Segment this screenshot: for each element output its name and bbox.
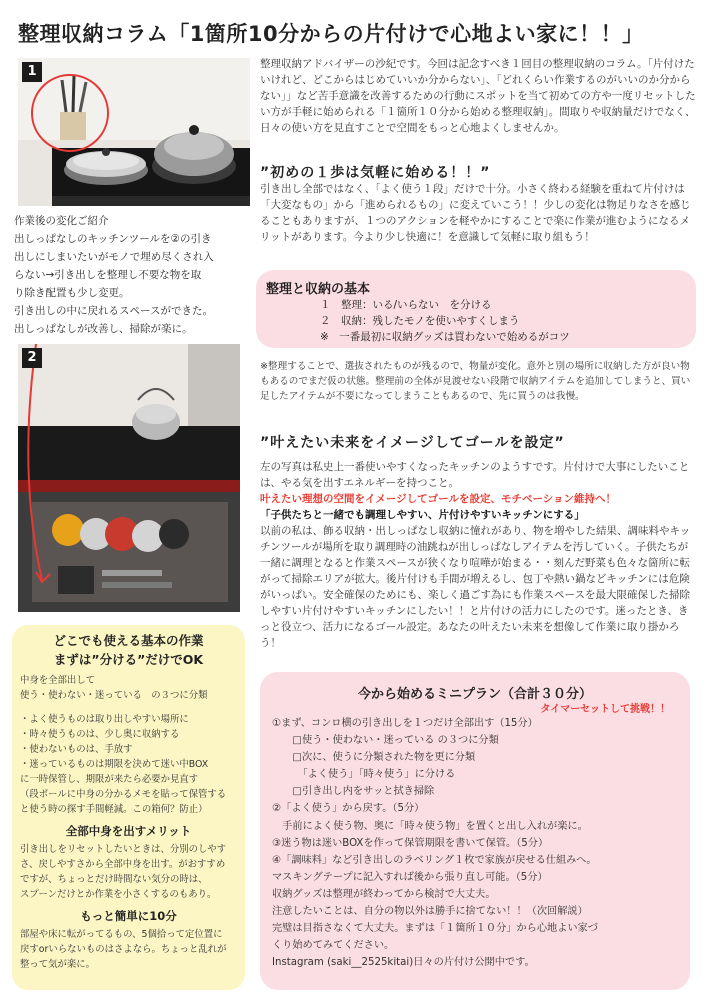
plan-tag: タイマーセットして挑戦！！: [540, 704, 670, 715]
basics-item: １ 整理：いる/いらない を分ける: [320, 299, 492, 311]
note-line: 出しにしまいたいがモノで埋め尽くされ入: [14, 251, 214, 263]
section1-heading: ”初めの１歩は気軽に始める！！”: [260, 165, 491, 181]
plan-line: マスキングテープに記入すれば後から張り直し可能。（5分）: [272, 871, 548, 883]
yellow-line: スプーンだけとか作業を小さくするのもあり。: [20, 889, 217, 900]
note-line: 引き出しの中に戻れるスペースができた。: [14, 305, 213, 317]
yellow-line: 部屋や床に転がってるもの、5個拾って定位置に: [20, 929, 223, 940]
section2-paragraph: 以前の私は、飾る収納・出しっぱなし収納に憧れがあり、物を増やした結果、調味料やキッチンツールが場所を取り調理時の油跳ねが出しっぱなしアイテムを汚していく。子供たちが一緒に調理となると作業スペースが狭くなり喧嘩が始まる・・刻んだ野菜も色々な箇所に転がって掃除エリアが拡大。後片付けも手間が増えるし、包丁や熱い鍋などキッチンには危険がいっぱい。安全確保のためにも、楽しく過ごす為にも作業スペースを最大限確保した掃除しやすい片付けやすいキッチンにしたい！！と片付けの活力にしたのです。迷ったとき、きっと役立つ、活力になるゴール設定。あなたの叶えたい未来を想像して作業に取り掛かろう！: [260, 525, 691, 649]
section2-goal: 「子供たちと一緒でも調理しやすい、片付けやすいキッチンにする」: [260, 509, 585, 521]
stovetop-image: [18, 58, 250, 206]
note-line: 出しっぱなしのキッチンツールを②の引き: [14, 233, 212, 245]
yellow-line: ・迷っているものは期限を決めて迷い中BOX: [20, 759, 209, 770]
section2-body: [260, 459, 696, 651]
plan-line: 手前によく使う物、奥に「時々使う物」を置くと出し入れが楽に。: [272, 820, 588, 832]
yellow-line: 引き出しをリセットしたいときは、分別のしやす: [20, 844, 227, 855]
plan-line: □引き出し内をサッと拭き掃除: [272, 786, 435, 798]
yellow-title-line: どこでも使える基本の作業: [53, 633, 204, 648]
yellow-line: ・使わないものは、手放す: [20, 744, 133, 755]
plan-line: 「よく使う」「時々使う」に分ける: [272, 769, 456, 781]
plan-line: Instagram (saki__2525kitai)日々の片付け公開中です。: [272, 957, 535, 969]
yellow-line: 使う・使わない・迷っている の３つに分類: [20, 690, 208, 701]
yellow-subheading: もっと簡単に10分: [80, 909, 177, 923]
basics-title: 整理と収納の基本: [266, 282, 371, 297]
drawer-image: [18, 344, 240, 612]
yellow-line: （段ボールに中身の分かるメモを貼って保管する: [20, 789, 227, 800]
plan-line: ①まず、コンロ横の引き出しを１つだけ全部出す（15分）: [272, 718, 538, 729]
yellow-title-line: まずは”分ける”だけでOK: [53, 652, 204, 667]
photo-number-badge: 1: [22, 62, 42, 82]
note-line: らない→引き出しを整理し不要な物を取: [14, 269, 202, 281]
kitchen-photo-2: [18, 344, 240, 612]
yellow-line: に一時保管し、期限が来たら必要か見直す: [20, 774, 199, 785]
yellow-subheading: 全部中身を出すメリット: [65, 824, 192, 838]
section2-paragraph: 左の写真は私史上一番使いやすくなったキッチンのようすです。片付けで大事にしたいことは、やる気を出すエネルギーを持つこと。: [260, 461, 690, 489]
plan-line: ③迷う物は迷いBOXを作って保管期限を書いて保管。（5分）: [272, 837, 549, 849]
plan-line: 注意したいことは、自分の物以外は勝手に捨てない！！（次回解説）: [272, 906, 588, 918]
yellow-line: さ、戻しやすさから全部中身を出す。がおすすめ: [20, 859, 226, 870]
plan-line: ④「調味料」など引き出しのラベリング１枚で家族が戻せる仕組みへ。: [272, 854, 597, 866]
mini-plan-box: [260, 672, 690, 990]
intro-text: 整理収納アドバイザーの沙紀です。今回は記念すべき１回目の整理収納のコラム。「片付けたいけれど、どこからはじめていいか分からない」、「どれくらい作業するのがいいのか分からない」」など苦手意識を改善するための行動にスポットを当て初めての方や一度リセットしたい方が手軽に始められる「１箇所１０分から始める整理収納」。間取りや収納量だけでなく、日々の使い方を見直すことで空間をもっと心地よくしませんか。: [260, 58, 696, 134]
note-text: ※整理することで、選抜されたものが残るので、物量が変化。意外と別の場所に収納した方が良い物もあるのでまだ仮の状態。整理前の全体が見渡せない段階で収納アイテムを追加してしまうと、買い足したアイテムが不要になってしまうこともあるので、先に買うのは我慢。: [260, 361, 691, 402]
yellow-body: [12, 673, 245, 817]
yellow-body: [12, 842, 245, 902]
yellow-line: と使う時の探す手間軽減。この箱何？防止）: [20, 804, 208, 815]
kitchen-photo-1: [18, 58, 250, 206]
section2-highlight: 叶えたい理想の空間をイメージしてゴールを設定、モチベーション維持へ！: [260, 493, 617, 505]
basics-box: [256, 270, 696, 348]
plan-title: 今から始めるミニプラン（合計３０分）: [357, 687, 592, 702]
yellow-line: [20, 703, 237, 712]
note-line: 作業後の変化ご紹介: [14, 215, 109, 227]
yellow-line: ですが、ちょっとだけ時間ない気分の時は、: [20, 874, 208, 885]
plan-line: □使う・使わない・迷っている の３つに分類: [272, 735, 499, 747]
section1-body: 引き出し全部ではなく、「よく使う１段」だけで十分。小さく終わる経験を重ねて片付けは「大変なもの」から「進められるもの」に変えていこう！！少しの変化は物足りなさを感じることもありますが、１つのアクションを軽やかにすることで楽に作業が進むようになるメリットがあります。今より少し快適に！を意識して気軽に取り組もう！: [260, 183, 691, 243]
plan-line: くり始めてみてください。: [272, 940, 395, 952]
plan-body: [272, 715, 684, 971]
note-line: 出しっぱなしが改善し、掃除が楽に。: [14, 323, 193, 335]
yellow-line: 戻すorいらないものはさよなら。ちょっと乱れが: [20, 944, 227, 955]
basics-item: ※ 一番最初に収納グッズは買わないで始めるがコツ: [320, 331, 570, 343]
plan-line: 収納グッズは整理が終わってから検討で大丈夫。: [272, 888, 496, 900]
page-title: 整理収納コラム「1箇所10分からの片付けで心地よい家に！！」: [18, 22, 644, 46]
yellow-line: 中身を全部出して: [20, 675, 96, 686]
note-line: り除き配置も少し変更。: [14, 287, 130, 299]
section2-heading: ”叶えたい未来をイメージしてゴールを設定”: [260, 435, 565, 451]
photo-number-badge: 2: [22, 348, 42, 368]
plan-line: ②「よく使う」から戻す。（5分）: [272, 803, 425, 815]
yellow-title: [12, 631, 245, 669]
yellow-body: [12, 927, 245, 972]
yellow-line: 整って気が楽に。: [20, 959, 96, 970]
basics-item: ２ 収納：残したモノを使いやすくしまう: [320, 315, 520, 327]
plan-line: 完璧は目指さなくて大丈夫。まずは「１箇所１０分」から心地よい家づ: [272, 923, 598, 935]
basics-list: [320, 297, 570, 345]
yellow-line: ・時々使うものは、少し奥に収納する: [20, 729, 180, 740]
basic-work-box: [12, 625, 245, 990]
yellow-line: ・よく使うものは取り出しやすい場所に: [20, 714, 189, 725]
handwritten-note: [14, 212, 249, 338]
plan-line: □次に、使うに分類された物を更に分類: [272, 752, 476, 764]
